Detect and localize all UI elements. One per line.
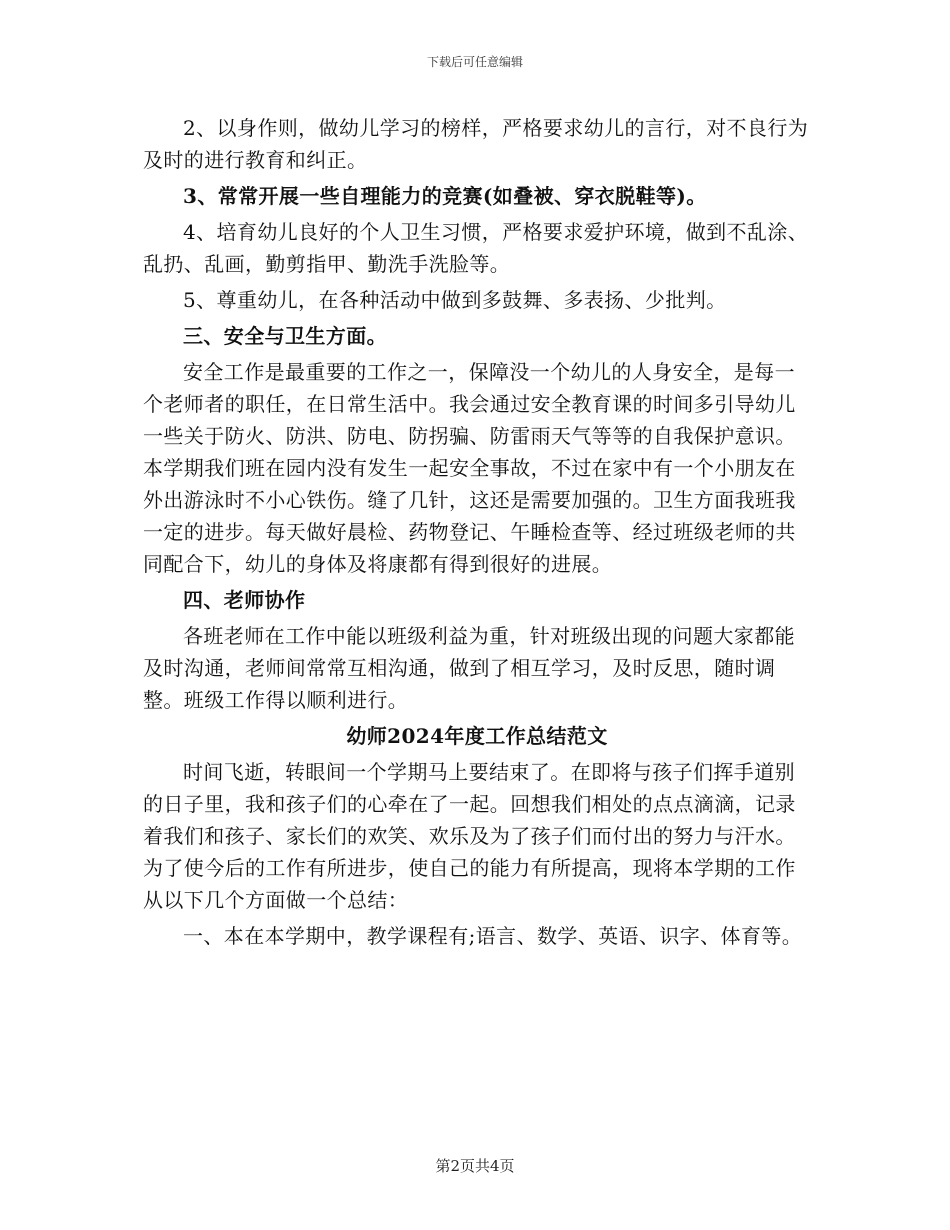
paragraph-safety: 安全工作是最重要的工作之一，保障没一个幼儿的人身安全，是每一个老师者的职任，在日常生活中。我会通过安全教育课的时间多引导幼儿一些关于防火、防洪、防电、防拐骗、防雷雨天气等等的自我保护意识。本学期我们班在园内没有发生一起安全事故，不过在家中有一个小朋友在外出游泳时不小心铁伤。缝了几针，这还是需要加强的。卫生方面我班我一定的进步。每天做好晨检、药物登记、午睡检查等、经过班级老师的共同配合下，幼儿的身体及将康都有得到很好的进展。 — [143, 360, 796, 576]
header-note: 下载后可任意编辑 — [426, 55, 523, 69]
paragraph-item-3: 3、常常开展一些自理能力的竞赛(如叠被、穿衣脱鞋等)。 — [183, 184, 707, 208]
paragraph-item-5: 5、尊重幼儿，在各种活动中做到多鼓舞、多表扬、少批判。 — [183, 288, 727, 312]
paragraph-teamwork: 各班老师在工作中能以班级利益为重，针对班级出现的问题大家都能及时沟通，老师间常常互相沟通，做到了相互学习，及时反思，随时调整。班级工作得以顺利进行。 — [143, 624, 795, 712]
paragraph-section-one: 一、本在本学期中，教学课程有;语言、数学、英语、识字、体育等。 — [183, 924, 803, 948]
page-number: 第2页共4页 — [435, 1157, 515, 1175]
paragraph-item-4: 4、培育幼儿良好的个人卫生习惯，严格要求爱护环境，做到不乱涂、乱扔、乱画，勤剪指甲、勤洗手洗脸等。 — [143, 220, 809, 276]
paragraph-item-2: 2、以身作则，做幼儿学习的榜样，严格要求幼儿的言行，对不良行为及时的进行教育和纠正。 — [143, 116, 809, 172]
section-heading-safety: 三、安全与卫生方面。 — [183, 324, 387, 348]
paragraph-intro: 时间飞逝，转眼间一个学期马上要结束了。在即将与孩子们挥手道别的日子里，我和孩子们的心牵在了一起。回想我们相处的点点滴滴，记录着我们和孩子、家长们的欢笑、欢乐及为了孩子们而付出的努力与汗水。为了使今后的工作有所进步，使自己的能力有所提高，现将本学期的工作从以下几个方面做一个总结： — [143, 760, 796, 912]
article-title: 幼师2024年度工作总结范文 — [346, 724, 608, 748]
section-heading-teamwork: 四、老师协作 — [183, 588, 306, 612]
document-body — [143, 112, 811, 952]
